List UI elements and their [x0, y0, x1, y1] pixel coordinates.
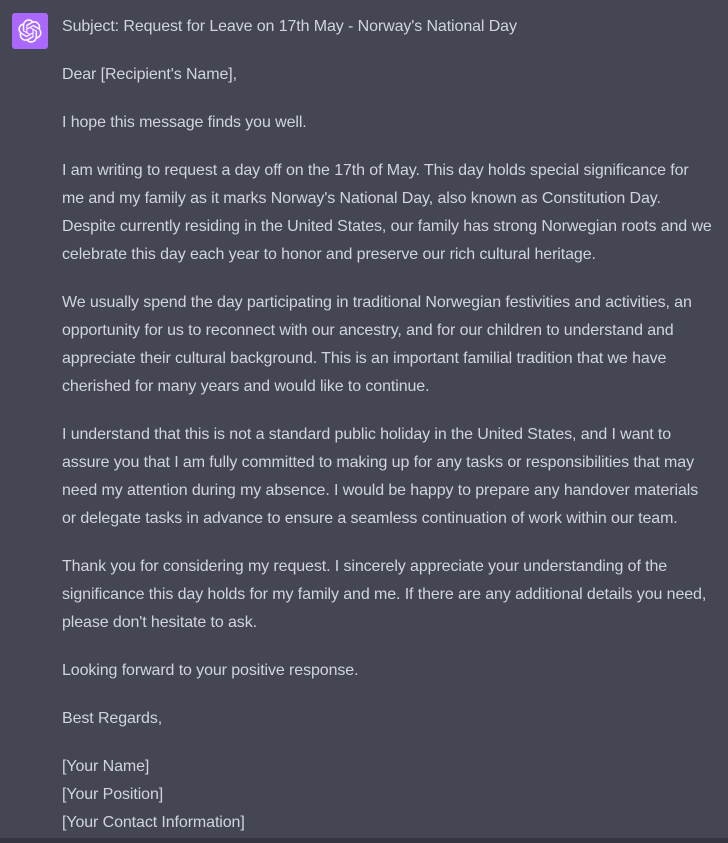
message-paragraph: I understand that this is not a standard public holiday in the United States, and I want to assure you that I am fully committed to making up for any tasks or responsibilities that may need my attention during my absence. I would be happy to prepare any handover materials or delegate tasks in advance to ensure a seamless continuation of work within our team.	[62, 426, 699, 527]
openai-logo-icon	[18, 19, 42, 43]
message-paragraph: Looking forward to your positive response.	[62, 662, 359, 679]
message-paragraph: Best Regards,	[62, 710, 163, 727]
message-text	[62, 13, 714, 843]
message-paragraph: I am writing to request a day off on the 17th of May. This day holds special significance for me and my family as it marks Norway's National Day, also known as Constitution Day. Despite currently residing in the United States, our family has strong Norwegian roots and we celebrate this day each year to honor and preserve our rich cultural heritage.	[62, 162, 712, 263]
assistant-avatar	[12, 13, 48, 49]
message-paragraph: [Your Name] [Your Position] [Your Contact Information]	[62, 758, 245, 831]
message-paragraph: Dear [Recipient's Name],	[62, 66, 237, 83]
message-paragraph: Subject: Request for Leave on 17th May - Norway's National Day	[62, 18, 517, 35]
message-paragraph: Thank you for considering my request. I sincerely appreciate your understanding of the significance this day holds for my family and me. If there are any additional details you need, please don't hesitate to ask.	[62, 558, 707, 631]
message-paragraph: I hope this message finds you well.	[62, 114, 307, 131]
message-paragraph: We usually spend the day participating in traditional Norwegian festivities and activities, an opportunity for us to reconnect with our ancestry, and for our children to understand and appreciate their cultural background. This is an important familial tradition that we have cherished for many years and would like to continue.	[62, 294, 692, 395]
